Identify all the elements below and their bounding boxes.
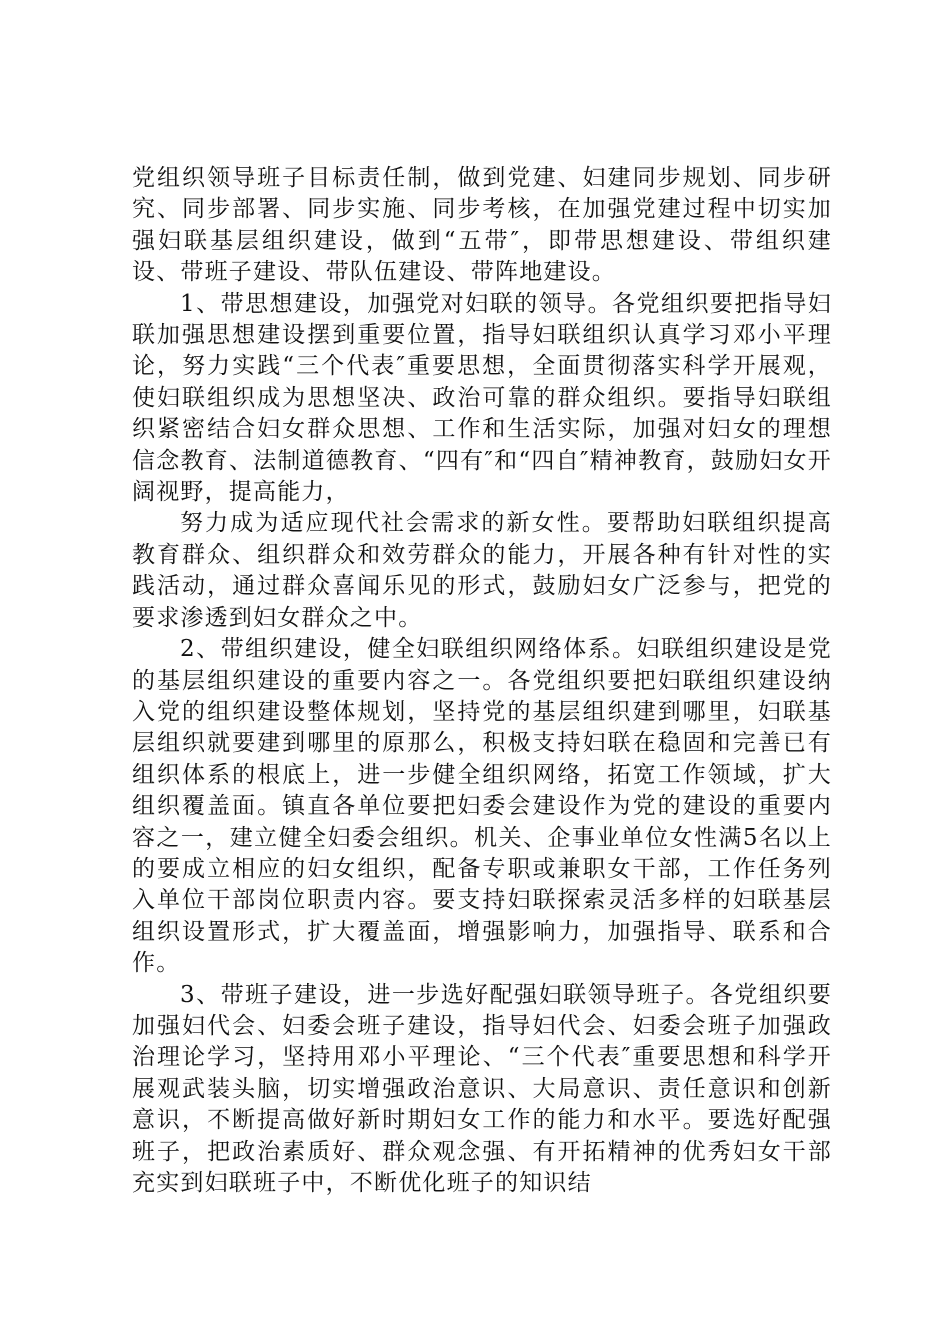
paragraph-new-women: 努力成为适应现代社会需求的新女性。要帮助妇联组织提高教育群众、组织群众和效劳群众的能力，开展各种有针对性的实践活动，通过群众喜闻乐见的形式，鼓励妇女广泛参与，把党的要求渗透到妇女群众之中。 bbox=[132, 510, 832, 631]
document-page bbox=[132, 163, 832, 1199]
paragraph-leadership-building: 3、带班子建设，进一步选好配强妇联领导班子。各党组织要加强妇代会、妇委会班子建设，指导妇代会、妇委会班子加强政治理论学习，坚持用邓小平理论、“三个代表″重要思想和科学开展观武装头脑，切实增强政治意识、大局意识、责任意识和创新意识，不断提高做好新时期妇女工作的能力和水平。要选好配强班子，把政治素质好、群众观念强、有开拓精神的优秀妇女干部充实到妇联班子中，不断优化班子的知识结 bbox=[132, 981, 832, 1196]
paragraph-ideology-building: 1、带思想建设，加强党对妇联的领导。各党组织要把指导妇联加强思想建设摆到重要位置，指导妇联组织认真学习邓小平理论，努力实践“三个代表″重要思想，全面贯彻落实科学开展观，使妇联组织成为思想坚决、政治可靠的群众组织。要指导妇联组织紧密结合妇女群众思想、工作和生活实际，加强对妇女的理想信念教育、法制道德教育、“四有″和“四自″精神教育，鼓励妇女开阔视野，提高能力， bbox=[132, 290, 832, 506]
paragraph-organization-building: 2、带组织建设，健全妇联组织网络体系。妇联组织建设是党的基层组织建设的重要内容之一。各党组织要把妇联组织建设纳入党的组织建设整体规划，坚持党的基层组织建到哪里，妇联基层组织就要建到哪里的原那么，积极支持妇联在稳固和完善已有组织体系的根底上，进一步健全组织网络，拓宽工作领域，扩大组织覆盖面。镇直各单位要把妇委会建设作为党的建设的重要内容之一，建立健全妇委会组织。机关、企事业单位女性满5名以上的要成立相应的妇女组织，配备专职或兼职女干部，工作任务列入单位干部岗位职责内容。要支持妇联探索灵活多样的妇联基层组织设置形式，扩大覆盖面，增强影响力，加强指导、联系和合作。 bbox=[132, 636, 832, 977]
paragraph-intro: 党组织领导班子目标责任制，做到党建、妇建同步规划、同步研究、同步部署、同步实施、同步考核，在加强党建过程中切实加强妇联基层组织建设，做到“五带″，即带思想建设、带组织建设、带班子建设、带队伍建设、带阵地建设。 bbox=[132, 165, 832, 286]
